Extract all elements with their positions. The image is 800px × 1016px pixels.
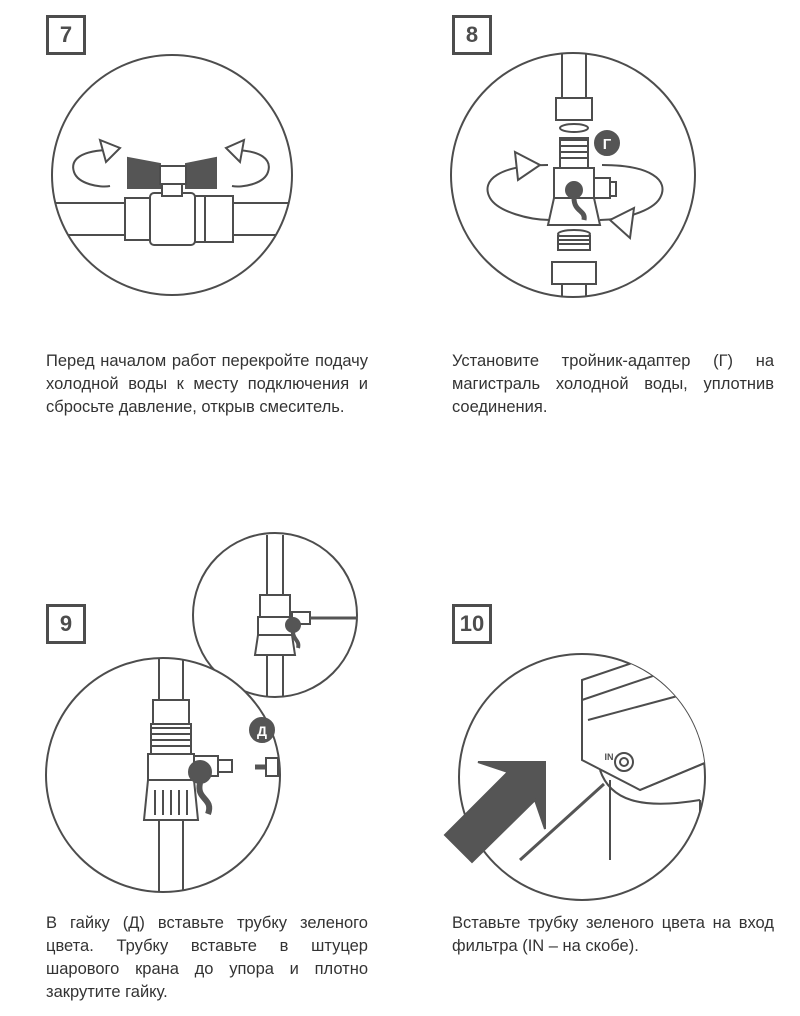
step9-number: 9: [46, 604, 86, 644]
step7-illustration: [40, 55, 300, 295]
step7-number: 7: [46, 15, 86, 55]
step10-number: 10: [452, 604, 492, 644]
step9-callout-label: Д: [257, 723, 267, 739]
step8-illustration: [451, 50, 695, 310]
step10-text: Вставьте трубку зеленого цвета на вход фильтра (IN – на скобе).: [452, 914, 774, 955]
step8-callout-label: Г: [602, 136, 612, 153]
step10-in-label: IN: [604, 752, 614, 762]
step8-number: 8: [452, 15, 492, 55]
step7-text: Перед началом работ перекройте подачу холодной воды к месту подключения и сбросьте давление, открыв смеситель.: [46, 352, 368, 416]
step8-text: Установите тройник-адаптер (Г) на магистраль холодной воды, уплотнив соединения.: [452, 352, 774, 416]
step9-text: В гайку (Д) вставьте трубку зеленого цвета. Трубку вставьте в штуцер шарового крана до упора и плотно закрутите гайку.: [46, 914, 368, 1001]
step10-illustration: [445, 640, 712, 900]
